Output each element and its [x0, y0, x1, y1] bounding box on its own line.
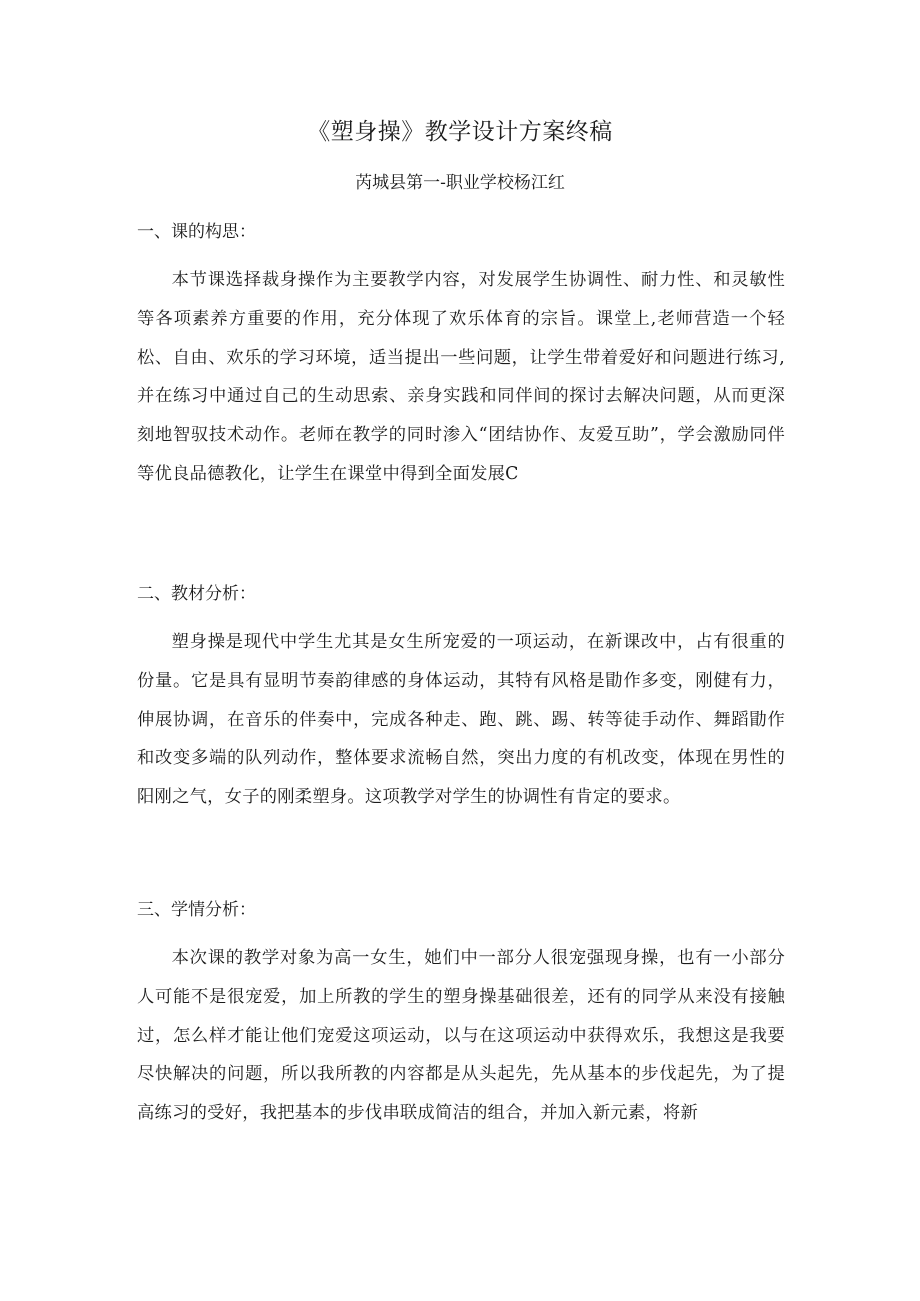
document-title: 《塑身操》教学设计方案终稿 — [307, 119, 613, 145]
section-paragraph-student-analysis: 本次课的教学对象为高一女生，她们中一部分人很宠强现身操，也有一小部分人可能不是很宠爱，加上所教的学生的塑身操基础很差，还有的同学从来没有接触过，怎么样才能让他们宠爱这项运动，以与在这项运动中获得欢乐，我想这是我要尽快解决的问题，所以我所教的内容都是从头起先，先从基本的步伐起先，为了提高练习的受好，我把基本的步伐串联成简洁的组合，并加入新元素，将新 — [137, 948, 785, 1124]
document-author: 芮城县第一-职业学校杨江红 — [355, 173, 565, 193]
section-heading-material-analysis: 二、教材分析： — [137, 584, 256, 604]
section-paragraph-material-analysis: 塑身操是现代中学生尤其是女生所宠爱的一项运动，在新课改中，占有很重的份量。它是具有显明节奏韵律感的身体运动，其特有风格是勖作多变，刚健有力，伸展协调，在音乐的伴奏中，完成各种走、跑、跳、踢、转等徒手动作、舞蹈勖作和改变多端的队列动作，整体要求流畅自然，突出力度的有机改变，体现在男性的阳刚之气，女子的刚柔塑身。这项教学对学生的协调性有肯定的要求。 — [137, 632, 785, 808]
section-paragraph-concept: 本节课选择裁身操作为主要教学内容，对发展学生协调性、耐力性、和灵敏性等各项素养方重要的作用，充分体现了欢乐体育的宗旨。课堂上,老师营造一个轻松、自由、欢乐的学习环境，适当提出一些问题，让学生带着爱好和问题进行练习,并在练习中通过自己的生动思索、亲身实践和同伴间的探讨去解决问题，从而更深刻地智驭技术动作。老师在教学的同时渗入“团结协作、友爱互助”，学会激励同伴等优良品德教化，让学生在课堂中得到全面发展C — [137, 270, 785, 484]
section-heading-student-analysis: 三、学情分析： — [137, 900, 256, 920]
section-heading-concept: 一、课的构思： — [137, 222, 256, 242]
